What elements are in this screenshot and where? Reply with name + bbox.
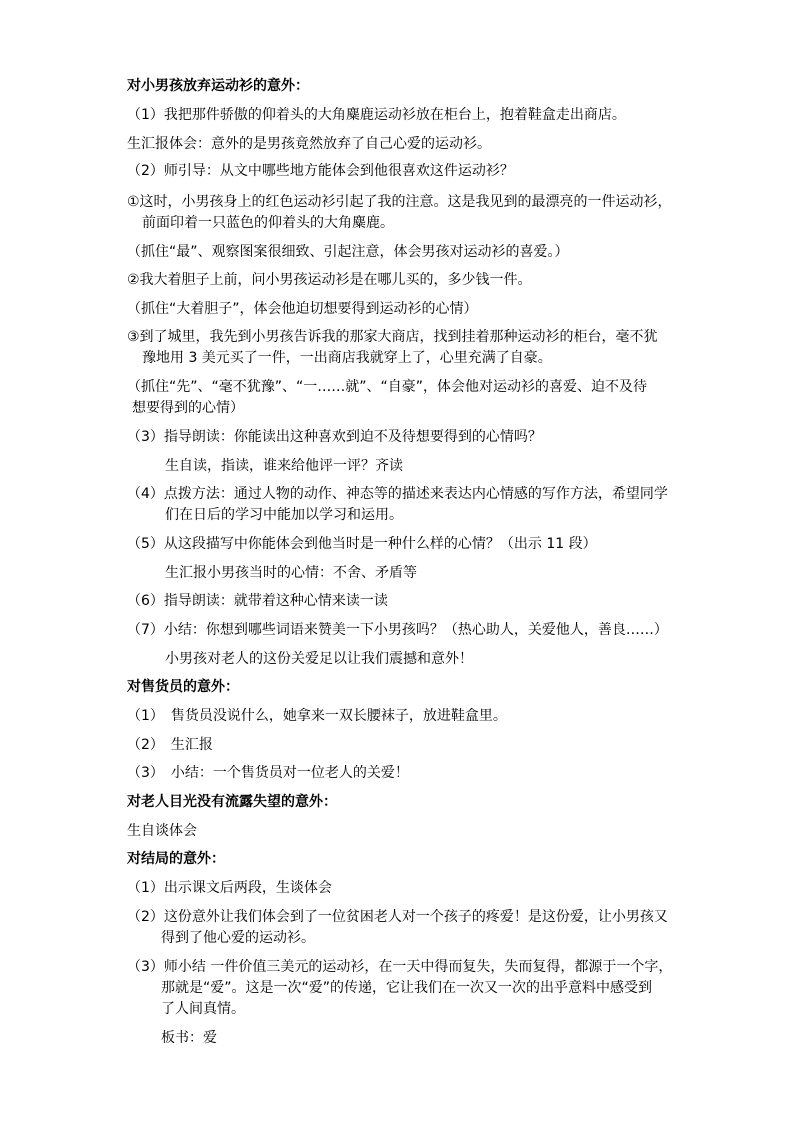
paragraph: （抓住“最”、观察图案很细致、引起注意，体会男孩对运动衫的喜爱。） xyxy=(127,244,569,260)
paragraph: （4）点拨方法：通过人物的动作、神态等的描述来表达内心情感的写作方法，希望同学 xyxy=(127,486,668,502)
section-heading: 对老人目光没有流露失望的意外： xyxy=(127,794,337,810)
paragraph: 想要得到的心情） xyxy=(132,400,244,416)
paragraph: （1） 售货员没说什么，她拿来一双长腰袜子，放进鞋盒里。 xyxy=(127,708,507,724)
paragraph: （抓住“先”、“毫不犹豫”、“一……就”、“自豪”，体会他对运动衫的喜爱、迫不及待 xyxy=(127,379,648,395)
paragraph: （3）指导朗读：你能读出这种喜欢到迫不及待想要得到的心情吗？ xyxy=(127,429,542,445)
paragraph: 生汇报小男孩当时的心情：不舍、矛盾等 xyxy=(165,565,417,581)
paragraph: ②我大着胆子上前，问小男孩运动衫是在哪儿买的，多少钱一件。 xyxy=(127,272,532,288)
paragraph: （1）我把那件骄傲的仰着头的大角麋鹿运动衫放在柜台上，抱着鞋盒走出商店。 xyxy=(127,107,626,123)
paragraph: 了人间真情。 xyxy=(161,1001,245,1017)
paragraph: 前面印着一只蓝色的仰着头的大角麋鹿。 xyxy=(142,215,394,231)
paragraph: 生自谈体会 xyxy=(127,823,197,839)
paragraph: 生汇报体会：意外的是男孩竟然放弃了自己心爱的运动衫。 xyxy=(127,136,491,152)
paragraph: 得到了他心爱的运动衫。 xyxy=(161,930,315,946)
paragraph: 们在日后的学习中能加以学习和运用。 xyxy=(165,507,403,523)
paragraph: （抓住“大着胆子”，体会他迫切想要得到运动衫的心情） xyxy=(127,301,478,317)
paragraph: ③到了城里，我先到小男孩告诉我的那家大商店，找到挂着那种运动衫的柜台，毫不犹 xyxy=(127,329,658,345)
paragraph: （5）从这段描写中你能体会到他当时是一种什么样的心情？（出示 11 段） xyxy=(127,536,597,552)
section-heading: 对结局的意外： xyxy=(127,851,225,867)
paragraph: （7）小结：你想到哪些词语来赞美一下小男孩吗？（热心助人，关爱他人，善良……） xyxy=(127,622,668,638)
paragraph: （3） 小结：一个售货员对一位老人的关爱！ xyxy=(127,765,409,781)
paragraph: （2）这份意外让我们体会到了一位贫困老人对一个孩子的疼爱！是这份爱，让小男孩又 xyxy=(127,909,668,925)
paragraph: ①这时，小男孩身上的红色运动衫引起了我的注意。这是我见到的最漂亮的一件运动衫， xyxy=(127,194,672,210)
paragraph: 板书：爱 xyxy=(161,1030,217,1046)
paragraph: （2）师引导：从文中哪些地方能体会到他很喜欢这件运动衫？ xyxy=(127,163,514,179)
paragraph: 那就是“爱”。这是一次“爱”的传递，它让我们在一次又一次的出乎意料中感受到 xyxy=(161,980,653,996)
paragraph: 生自读，指读，谁来给他评一评？齐读 xyxy=(165,458,403,474)
paragraph: 豫地用 3 美元买了一件，一出商店我就穿上了，心里充满了自豪。 xyxy=(142,350,552,366)
section-heading: 对售货员的意外： xyxy=(127,679,239,695)
section-heading: 对小男孩放弃运动衫的意外： xyxy=(127,78,309,94)
paragraph: （3）师小结 一件价值三美元的运动衫，在一天中得而复失，失而复得，都源于一个字， xyxy=(127,959,673,975)
paragraph: （2） 生汇报 xyxy=(127,737,213,753)
paragraph: 小男孩对老人的这份关爱足以让我们震撼和意外！ xyxy=(165,651,473,667)
paragraph: （1）出示课文后两段，生谈体会 xyxy=(127,880,332,896)
paragraph: （6）指导朗读：就带着这种心情来读一读 xyxy=(127,593,388,609)
